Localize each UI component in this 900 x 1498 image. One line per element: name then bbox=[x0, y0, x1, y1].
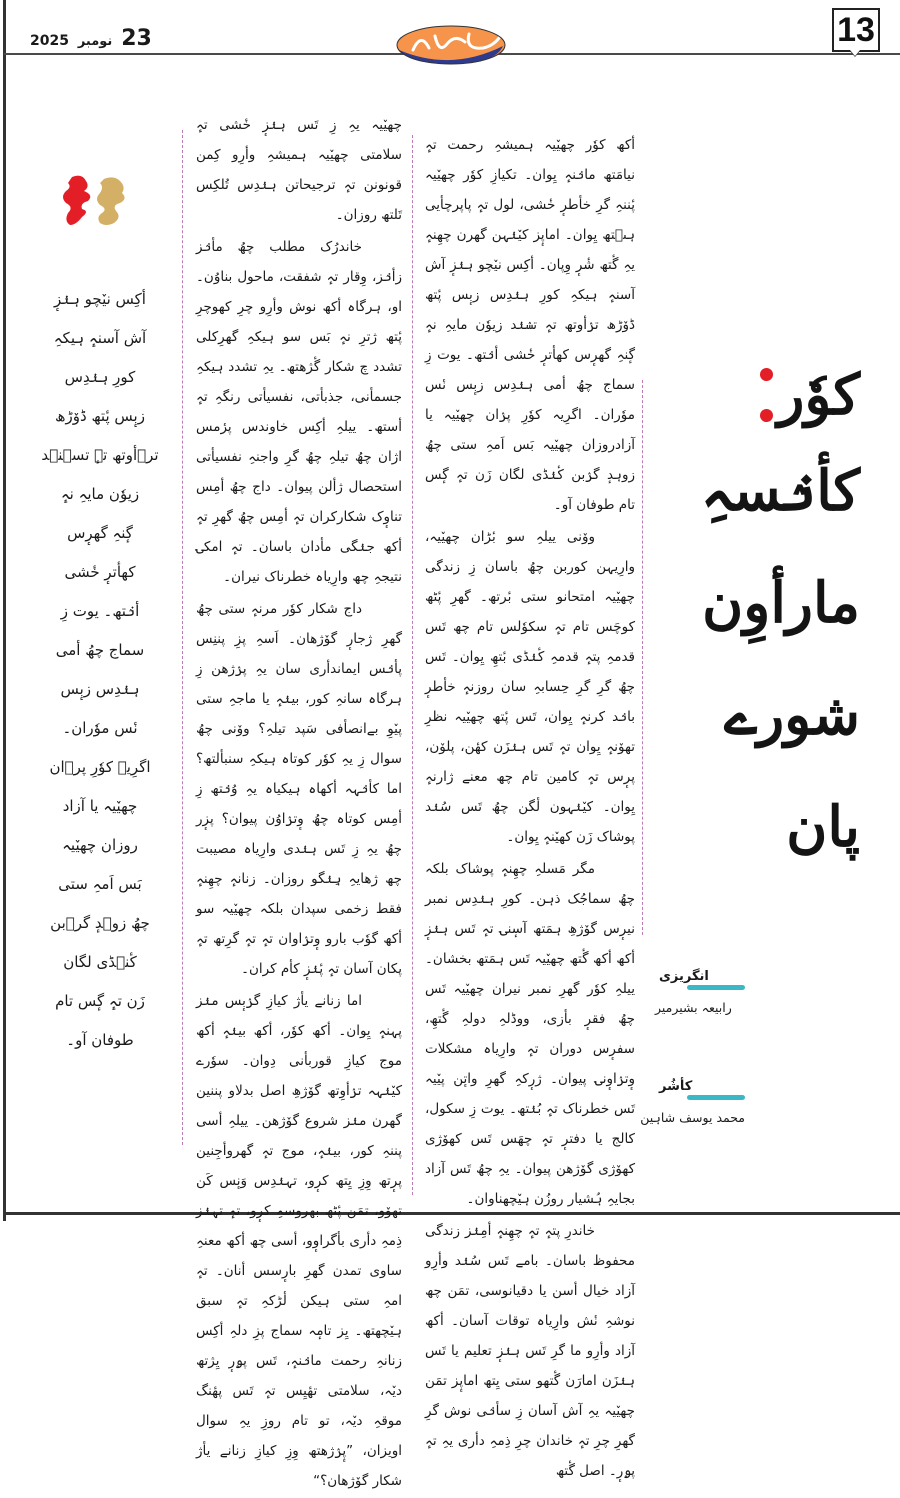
article-column-middle bbox=[196, 110, 402, 1498]
article-paragraph: چھیٚیہ یہِ زِ تَس ہنٛزٕ خٔشی تہٕ سلامتی چھیٚیہ ہمیشہِ وأرِو کِمن قونونن تہٕ ترجیحاتن ہنٛدِس تُلکِس تَلتھ روزان۔ bbox=[196, 117, 402, 223]
headline-title-line: شورے bbox=[724, 682, 860, 748]
headline-title-line: کأنٛسہِ bbox=[700, 458, 860, 524]
pull-quote-line: ہنٛدِس زبٕس bbox=[60, 680, 140, 698]
credit-translator-kashmiri bbox=[640, 1075, 745, 1125]
credit-name: محمد یوسف شاہین bbox=[640, 1110, 745, 1125]
headline-kicker bbox=[650, 355, 860, 435]
credit-role: انگریزی bbox=[659, 969, 709, 984]
pull-quote-line: چھیٚیہ یا آزاد bbox=[62, 797, 138, 815]
date-month: نومبر bbox=[77, 34, 113, 49]
ink-shape-gold bbox=[97, 177, 125, 225]
pull-quote-line: سماج چھُ أمی bbox=[55, 641, 145, 659]
headline-title-line: مارأوِن bbox=[702, 570, 860, 636]
pull-quote-line: اگرِیہ کوٗرِ پرٛان bbox=[49, 758, 151, 776]
article-paragraph: أکھ کوٗر چھیٚیہ ہمیشہِ رحمت تہٕ نیامَتھ مانٛنہٕ یِوان۔ تکیازِ کوٗر چھیٚیہ پٔننہِ گرِ خأطرٕ خٔشی، لول تہٕ پاپرچأیی ہٮ۪تھ یِوان۔ اماپٕز کیٚنٛہن گھرن چھِنہٕ یہِ گٔتھ شٔرٕ وِپان۔ أکِس نیٚچو ہنٛزٕ آش آسنہٕ ہیکہِ کورِ ہنٛدِس زبٕس پٔتھ ڈوٚڑھ ترٛأوتھ تہٕ تسٛنٛد زیوٗن مایہِ نہٕ گٕنہِ گھرٕس کھأترٕ خٔشی أنٛتھ۔ یوت زِ سماج چھُ أمی ہنٛدِس زبٕس نٔس موٗران۔ اگرِیہ کوٗرِ پرٛان چھیٚیہ یا آزادروزان چھیٚیہ بَس اَمہِ ستی چھُ زوہدٕ گرٛبن کٔنٛڈی لگان زَن تہٕ گٕس تام طوفان آو۔ bbox=[425, 137, 635, 513]
date-year: 2025 bbox=[30, 33, 69, 49]
pull-quote-line: گٕنہِ گھرٕس bbox=[67, 524, 133, 542]
article-paragraph: خاندرُک مطلب چھُ مأنٛز زأنٛز، وِقار تہٕ شفقت، ماحول بناوُن۔ او، ہرگاہ أکھ نوش وأرِو چرِ کھوچرِ پٔتھ ژترِ نہٕ بَس سو ہیکہِ گھرِکلی تشدد چ شکار گٔژھتھ۔ یہِ تشدد ہیکہِ جسمأنی، جذبأتی، نفسیأتی رنگہِ تہٕ أستھ۔ ییلہِ أکِس خاوندس پرٔمس اژان چھُ تیلہِ چھُ گرِ واجنہِ نفسیأتی استحصال ژألن پیوان۔ داج چھُ أمِس تناوٕک شکارکران تہٕ أمِس چھُ گھرِ تہٕ أکھ جنٛگی مأدان باسان۔ تہٕ امکۍ نتیجہِ چھ وارِیاہ خطرناک نیران۔ bbox=[196, 239, 402, 585]
pull-quote-line: ترٛأوتھ تہٕ تسٛنٛد bbox=[41, 446, 159, 464]
column-divider bbox=[412, 135, 413, 1195]
pull-quote-line: نٔس موٗران۔ bbox=[62, 719, 138, 737]
page-number: 13 bbox=[832, 8, 880, 52]
pull-quote-line: أنٛتھ۔ یوت زِ bbox=[60, 602, 140, 620]
pull-quote-line: طوفان آو۔ bbox=[66, 1031, 134, 1049]
article-column-right bbox=[425, 130, 635, 1488]
column-divider bbox=[642, 380, 643, 935]
date-day: 23 bbox=[121, 26, 152, 51]
red-dot bbox=[760, 368, 773, 381]
pull-quote-line: آش آسنہٕ ہیکہِ bbox=[53, 329, 147, 347]
pull-quote-line: أکِس نیٚچو ہنٛزٕ bbox=[54, 290, 146, 308]
pull-quote-line: بَس اَمہِ ستی bbox=[58, 875, 142, 893]
pull-quote-line: زَن تہٕ گٕس تام bbox=[55, 992, 145, 1010]
pull-quote-line: روزان چھیٚیہ bbox=[62, 836, 138, 854]
article-paragraph: داج شکار کوٗر مرنہٕ ستی چھُ گھرِ ژجارٕ گوٚژھان۔ اَسہِ پزِ پننِس پأنٛس ایماندأری سان یہِ پرٛژھن زِ ہرگاہ سانہِ کور، بینٛہٕ یا ماجہِ ستی پیٚوِ بےانصأفی سَپد تیلہِ؟ ووٚنی چھُ سوال زِ یہِ کوٗر کوتاہ ہیکہِ سنبألتھ؟ اما کأنٛہہ أکھاہ ہیکیاہ یہِ وُنٛتھ زِ أمِس کوتاہ چھُ وٕترٛاوُن پیوان؟ پزٕر چھُ یہِ زِ تَس ہنٛدی وارِیاہ مصیبت چھ ژھایہِ ہِنٛگو روزان۔ زنانہٕ چھِنہٕ فقط زخمی سپدان بلکہ چھیٚیہ سو أکھ گوٗب بارو وٕترٛاوان تہٕ تہٕ گرِتھ تہٕ پکان آسان تہٕ پٔنٛزٕ کأم کران۔ bbox=[196, 601, 402, 977]
decorative-ink-ornament bbox=[60, 173, 135, 233]
pull-quote-line: کٔنٛڈی لگان bbox=[63, 953, 137, 971]
credit-role: کأشُر bbox=[659, 1079, 693, 1094]
column-divider bbox=[182, 130, 183, 1145]
article-paragraph: خاندرِ پتہٕ تہٕ چھِنہٕ أمِنٛز زندگی محفوظ باسان۔ بامے تَس سُنٛد وأرِو آزاد خیال أسن یا دقیانوسی، تمَن چھ نوشہِ نٔش وارِیاہ توقات آسان۔ أکھ آزاد وأرِو ما گرِ تَس ہنٛزٕ تعلیم یا تَس ہنٛزَن امارَن گٔتھو ستی یِتھ اماپٕز تمَن چھیٚیہ یہِ آش آسان زِ سأنٛی نوش گرِ گھرِ چرِ تہٕ خاندان چرِ ذِمہِ دأری یہِ تہٕ پۄرٕ۔ اصل گٔتھ bbox=[425, 1223, 635, 1479]
kicker-colon-dots bbox=[760, 368, 773, 422]
pull-quote-line: زیوٗن مایہِ نہٕ bbox=[60, 485, 140, 503]
pull-quote-line: کورِ ہنٛدِس bbox=[64, 368, 136, 386]
headline bbox=[650, 355, 860, 883]
issue-date bbox=[30, 26, 152, 51]
page-frame-left bbox=[3, 0, 6, 1221]
pull-quote-line: زبٕس پٔتھ ڈوٚڑھ bbox=[55, 407, 145, 425]
pull-quote bbox=[35, 280, 165, 1060]
ink-shape-red bbox=[63, 176, 90, 225]
article-paragraph: مگر مَسلہِ چھِنہٕ پوشاک بلکہ چھُ سماجُک ذہن۔ کورِ ہنٛدِس نمبر نیرٕس گوٚژھِ ہمَتھ آسٕنۍ تہٕ تَس ہنٛزٕ أکھ أکھ گٔتھ چھیٚیہ تَس ہمَتھ بخشان۔ ییلہِ کوٗر گھرِ نمبر نیران چھیٚیہ تَس چھُ فقرٕ بأزی، ووڈلہِ دولہِ گٔتھِ، سفرٕس دوران تہٕ وارِیاہ مشکلات وٕترٛاوٕنۍ پیوان۔ ژرٕکہِ گھرِ واتٕن پیٚیہ تَس خطرناک تہٕ بُنٛتھ۔ یوت زِ سکول، کالج یا دفترٕ تہٕ چھَس تَس کھوٚژی کھوٚژی گوٚژھن پیوان۔ یہِ چھُ تَس آزاد بجایہِ ہُشیار روزُن ہیٚچھناوان۔ bbox=[425, 861, 635, 1207]
pull-quote-line: چھُ زوہدٕ گرٛبن bbox=[50, 914, 150, 932]
pull-quote-line: کھأترٕ خٔشی bbox=[64, 563, 136, 581]
article-paragraph: اما زنانے یأژ کیازِ گرٛبٕس منٛز پہنہٕ یِوان۔ أکھ کوٗر، أکھ بینٛہٕ أکھ موج کیازِ قوربأنی دِوان۔ سوٗرے کیٚنٛہہ ترٛأوِتھ گوٚژھِ اصل بدلاو پننین گھرن منٛز شروع گوٚژھن۔ ییلہِ أسی پننہِ کور، بینٛہٕ، موج تہٕ گھروأجِنین پرٕتھ وِزِ یِتھ کرٕو، تہنٛدِس وَنٕس کَن تھوٚو، تمَن پٔٹھ بھروسہِ کرٕو، تہٕ تہنٛز ذِمہِ دأری بأگراوٕو، أسی چھ أکھ معنہِ ساوی تمدن گھرِ بارٕسس أنان۔ تہٕ امہِ ستی ہیکن لٔڑکہِ تہٕ سبق ہیٚچھتھ۔ یِز تامٕہ سماج پزِ دلہِ أکِس زنانہِ رحمت مانٛنہٕ، تَس پۄرٕ یِژتھ دیٚہ، سلامتی تھٔیِس تہٕ تَس پھٔنگ موقہِ دیٚہ، تو تام روزِ یہِ سوال اویزان، ”پٕرٛژھتھ وِزِ کیازِ زنانے یأژ شکار گوٚژھان؟“ bbox=[196, 993, 402, 1489]
kicker-text: کوٗر bbox=[777, 362, 860, 428]
article-paragraph: ووٚنی ییلہِ سو بٔڑان چھیٚیہ، وارِیہن کوربن چھُ باسان زِ زندگی چھیٚیہ امتحانو ستی بٔرتھ۔ گھرِ پٔٹھ کوچَس تام تہٕ سکوٗلس تام چھ تَس قدمہِ پتہٕ قدمہِ کٔنٛڈی بٔتھِ یِوان۔ تَس چھُ گرِ گرِ حِسابہِ سان روزنہٕ خأطرٕ بانٛد کرنہٕ یِوان، تَس پٔتھ چھیٚیہ نظرِ تھوٚنہٕ یِوان تہٕ تَس ہنٛزَن کھٔن، پلوٚن، پرٕس تہٕ کامین تام چھ معنے ژارنہٕ یِوان۔ کیٚنٛہون لٔگن چھُ تَس سُنٛد پوشاک زَن کھیٚنہٕ یِوان۔ bbox=[425, 529, 635, 845]
red-dot bbox=[760, 409, 773, 422]
credit-translator-source bbox=[655, 965, 745, 1015]
credit-name: رابیعہ بشیرمیر bbox=[655, 1000, 732, 1015]
headline-title-line: پان bbox=[786, 794, 860, 860]
newspaper-logo bbox=[395, 24, 507, 66]
